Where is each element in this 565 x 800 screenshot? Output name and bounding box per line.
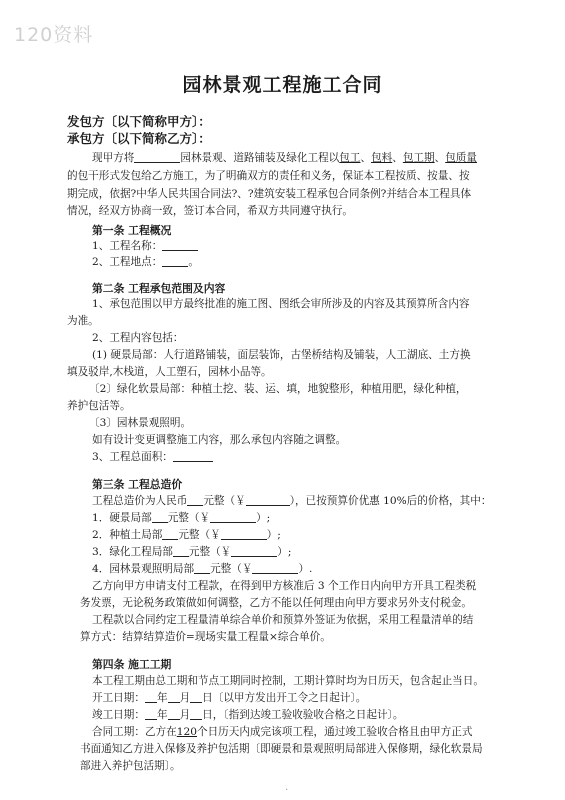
hardscape-line-1: (1) 硬景局部：人行道路铺装，面层装饰，古堡桥结构及铺装，人工湖底、土方换 <box>92 349 471 361</box>
intro-line-1: 现甲方将 园林景观、道路铺装及绿化工程以包工、包料、包工期、包质量 <box>92 152 477 164</box>
total-area-row: 3、工程总面积： <box>92 449 565 466</box>
party-a-label: 发包方〔以下简称甲方〕： <box>67 114 211 129</box>
section-3-title: 第三条 工程总造价 <box>92 478 183 491</box>
schedule-line-1: 本工程工期由总工期和节点工期同时控制，工期计算时均为日历天，包含起止当日。 <box>92 675 484 687</box>
price-row-lighting: 4．园林景观照明局部 元整（￥ ）. <box>92 563 313 575</box>
document-title: 园林景观工程施工合同 <box>182 74 383 96</box>
settlement-line-2: 算方式：结算结算造价=现场实量工程量×综合单价。 <box>80 631 331 643</box>
project-owner-blank <box>134 150 180 163</box>
contract-period-row: 合同工期：乙方在120个日历天内成完该项工程，通过竣工验收合格且由甲方正式 <box>92 726 473 738</box>
price-row-greening: 3．绿化工程局部 元整（￥ ）; <box>92 546 292 558</box>
price-row-hardscape: 1．硬景局部 元整（￥ ）; <box>92 512 271 524</box>
section-1-title: 第一条 工程概况 <box>92 224 172 237</box>
intro-line-4: 情况，经双方协商一致，签订本合同，希双方共同遵守执行。 <box>67 205 354 217</box>
softscape-line-1: 〔2〕绿化软景局部：种植土挖、装、运、填，地貌整形，种植用肥，绿化种植， <box>89 383 467 395</box>
project-name-row: 1、工程名称： <box>92 238 565 255</box>
scope-line-2: 为准。 <box>67 315 99 327</box>
total-area-blank <box>173 449 213 462</box>
hardscape-line-2: 填及驳岸,木栈道，人工塑石，园林小品等。 <box>67 366 272 378</box>
content-heading: 2、工程内容包括： <box>92 332 184 344</box>
watermark: 120资料 <box>14 24 94 46</box>
price-row-soil: 2．种植土局部 元整（￥ ）; <box>92 529 281 541</box>
intro-line-3: 期完成，依据?中华人民共国合同法?、?建筑安装工程承包合同条例?并结合本工程具体 <box>67 188 472 200</box>
contract-period-line-2: 书面通知乙方进入保修及养护包活期〔即硬景和景观照明局部进入保修期，绿化软景局 <box>80 743 483 755</box>
invoice-line-2: 务发票，无论税务政策做如何调整，乙方不能以任何理由向甲方要求另外支付税金。 <box>80 597 472 609</box>
completion-date-row: 竣工日期： 年 月 日，〔指到达竣工验收验收合格之日起计〕。 <box>92 709 404 721</box>
total-price-row: 工程总造价为人民币 元整（￥ ），已按预算价优惠 10%后的价格，其中： <box>92 495 492 507</box>
contract-period-line-3: 部进入养护包活期〕。 <box>80 760 181 772</box>
section-2-title: 第二条 工程承包范围及内容 <box>92 282 226 295</box>
page-footer-dot: . <box>285 782 289 793</box>
intro-line-2: 的包干形式发包给乙方施工，为了明确双方的责任和义务，保证本工程按质、按量、按 <box>67 170 470 182</box>
invoice-line-1: 乙方向甲方申请支付工程款，在得到甲方核准后 3 个工作日内向甲方开具工程类税 <box>92 580 477 592</box>
lighting-line: 〔3〕园林景观照明。 <box>89 417 192 429</box>
section-4-title: 第四条 施工工期 <box>92 658 172 671</box>
project-location-blank <box>162 254 188 267</box>
start-date-row: 开工日期： 年 月 日〔以甲方发出开工令之日起计〕。 <box>92 692 367 704</box>
softscape-line-2: 养护包活等。 <box>67 400 131 412</box>
settlement-line-1: 工程款以合同约定工程量清单综合单价和预算外签证为依据，采用工程量清单的结 <box>92 614 474 626</box>
party-b-label: 承包方〔以下简称乙方〕： <box>67 131 211 146</box>
project-location-row: 2、工程地点： 。 <box>92 256 199 268</box>
scope-line-1: 1、承包范围以甲方最终批准的施工图、图纸会审所涉及的内容及其预算所含内容 <box>92 298 470 310</box>
project-name-blank <box>162 238 198 251</box>
design-change-line: 如有设计变更调整施工内容，那么承包内容随之调整。 <box>92 434 347 446</box>
